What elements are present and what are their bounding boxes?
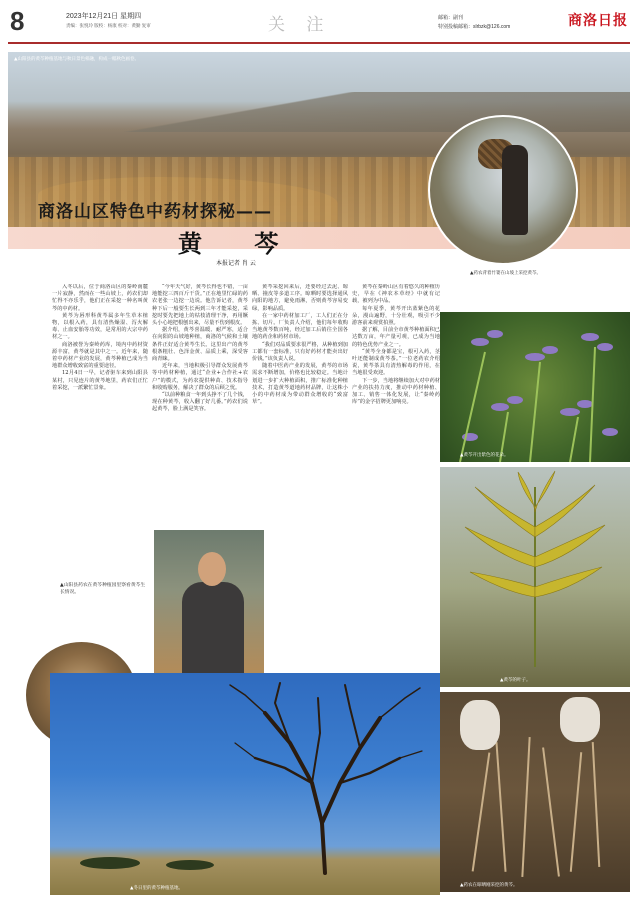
- tree-photo-caption: ▲冬日里的黄芩种植基地。: [130, 886, 183, 891]
- article-title: 商洛山区特色中药材探秘——: [38, 202, 272, 222]
- farmer-head: [198, 552, 226, 586]
- paragraph: 黄芩采挖回来后，还要经过去泥、晾晒、撞皮等多道工序。晾晒时要选择通风向阳的地方，避免雨淋，否则黄芩容易变绿，影响品质。: [252, 284, 348, 312]
- article-subtitle: 黄 芩: [178, 229, 301, 258]
- paragraph: 据介绍，黄芩喜温暖、耐严寒，适合在向阳的山坡地种植，商洛的气候和土壤条件正好适合黄芩生长。这里出产的黄芩根条粗壮、色泽金黄、品质上乘，深受客商青睐。: [152, 327, 248, 363]
- paragraph: “以前种粮食一年到头挣不了几个钱，现在种黄芩，收入翻了好几番。”药农们说起黄芩，脸上满是笑容。: [152, 392, 248, 413]
- paragraph: 下一步，当地将继续加大对中药材产业的扶持力度，推动中药材种植、加工、销售一体化发展，让“秦岭药库”的金字招牌更加响亮。: [352, 377, 440, 406]
- root-strand: [542, 747, 560, 876]
- section-name: 关 注: [268, 15, 332, 35]
- flower-photo: [440, 312, 630, 462]
- page-header: [8, 6, 630, 42]
- root-strand: [570, 752, 582, 872]
- paragraph: 随着中医药产业的发展，黄芩的市场需求不断增加，价格也比较稳定。当地计划进一步扩大种植面积，推广标准化种植技术，打造黄芩道地药材品牌，让这株小小的中药材成为带动群众增收的“致富草”。: [252, 363, 348, 406]
- paragraph: 据了解，目前全市黄芩种植面积已达数万亩，年产量可观，已成为当地的特色优势产业之一。: [352, 327, 440, 348]
- flower-photo-caption: ▲黄芩开出紫色的花朵。: [460, 453, 509, 458]
- farmer-body: [182, 582, 244, 680]
- leaf-drawing: [440, 467, 630, 687]
- top-photo-caption: ▲山阳县的黄芩种植基地与秋日景色相融，构成一幅秋色画卷。: [14, 57, 139, 62]
- paragraph: 每年夏季，黄芩开出蓝紫色的花朵，漫山遍野，十分壮观，吸引不少游客前来观赏拍照。: [352, 305, 440, 327]
- body-column-3: [252, 284, 348, 694]
- roots-photo: [440, 692, 630, 892]
- flower-drawing: [440, 312, 630, 462]
- circle-photo-caption: ▲药农背着竹篓在山坡上采挖黄芩。: [470, 271, 541, 276]
- paragraph: “今年天气好，黄芩长得也不错，一亩地能挖三四百斤干货。”正在地里忙碌的药农老张一边挖一边说。他告诉记者，黄芩种下后一般要生长两到三年才能采挖，采挖时要先把地上的枯枝清理干净，再用镢头小心地把根刨出来，尽量不伤到根皮。: [152, 284, 248, 327]
- leaf-photo-caption: ▲黄芩的叶子。: [500, 678, 531, 683]
- root-strand: [472, 752, 491, 871]
- glove-left: [460, 700, 500, 750]
- issue-date: 2023年12月21日 星期四: [66, 13, 142, 20]
- newspaper-logo: 商洛日报: [568, 13, 628, 29]
- paragraph: 黄芩在秦岭山区有着悠久的种植历史，早在《神农本草经》中就有记载，被列为中品。: [352, 284, 440, 305]
- glove-right: [560, 697, 600, 742]
- contact-line-1: 邮箱：副刊: [438, 15, 464, 21]
- paragraph: “我们对品质要求很严格，从种植到加工都有一套标准，只有好药材才能卖出好价钱。”该负责人说。: [252, 341, 348, 363]
- winter-tree-photo: [50, 673, 440, 895]
- root-strand: [495, 742, 506, 872]
- roots-photo-caption: ▲药农在晾晒刚采挖的黄芩。: [460, 883, 518, 888]
- paragraph: 12月4日一早，记者驱车来到山阳县某村，只见连片的黄芩地里，药农们正忙着采挖，一派繁忙景象。: [52, 370, 148, 391]
- leaf-photo: [440, 467, 630, 687]
- staff-line: 责编：张悦玲 版校：杨康 校对：黄勤 复审: [66, 23, 151, 28]
- page-number: 8: [10, 6, 25, 36]
- paragraph: 在一家中药材加工厂，工人们正在分拣、切片。厂负责人介绍，他们每年收购当地黄芩数百吨，经过加工后销往全国各地的药企和药材市场。: [252, 312, 348, 341]
- paragraph: 入冬以后，位于商洛山区的秦岭南麓一片寂静，然而在一些山坡上，药农们却忙得不亦乐乎，他们正在采挖一种名叫黄芩的中药材。: [52, 284, 148, 312]
- root-strand: [521, 737, 530, 877]
- farmer-circle-photo: [428, 115, 578, 265]
- left-circle-caption: ▲山阳县药农在黄芩种植园里察看黄芩生长情况。: [60, 583, 146, 595]
- paragraph: 近年来，当地积极引导群众发展黄芩等中药材种植，通过“企业+合作社+农户”的模式，为药农提供种苗、技术指导和收购服务，解决了群众的后顾之忧。: [152, 363, 248, 391]
- farmer-portrait-photo: [154, 530, 264, 680]
- tree-drawing: [50, 673, 440, 895]
- header-rule: [8, 42, 630, 44]
- paragraph: 商洛被誉为秦岭药库，境内中药材资源丰富，黄芩就是其中之一。近年来，随着中药材产业的发展，黄芩种植已成为当地群众增收致富的重要途径。: [52, 341, 148, 370]
- body-column-4: [352, 284, 440, 714]
- root-strand: [592, 742, 601, 867]
- contact-line-2: 特别投稿邮箱：slrbzk@126.com: [438, 24, 511, 30]
- article-byline: 本报记者 肖 云: [216, 260, 256, 267]
- paragraph: “黄芩全身都是宝，根可入药，茎叶还能制成黄芩茶。”一位老药农介绍说，黄芩茶具有清热解毒的作用，在当地很受欢迎。: [352, 348, 440, 377]
- farmer-figure: [502, 145, 528, 235]
- body-column-1: [52, 284, 148, 510]
- paragraph: 黄芩为唇形科黄芩属多年生草本植物，以根入药，具有清热燥湿、泻火解毒、止血安胎等功效，是常用的大宗中药材之一。: [52, 312, 148, 341]
